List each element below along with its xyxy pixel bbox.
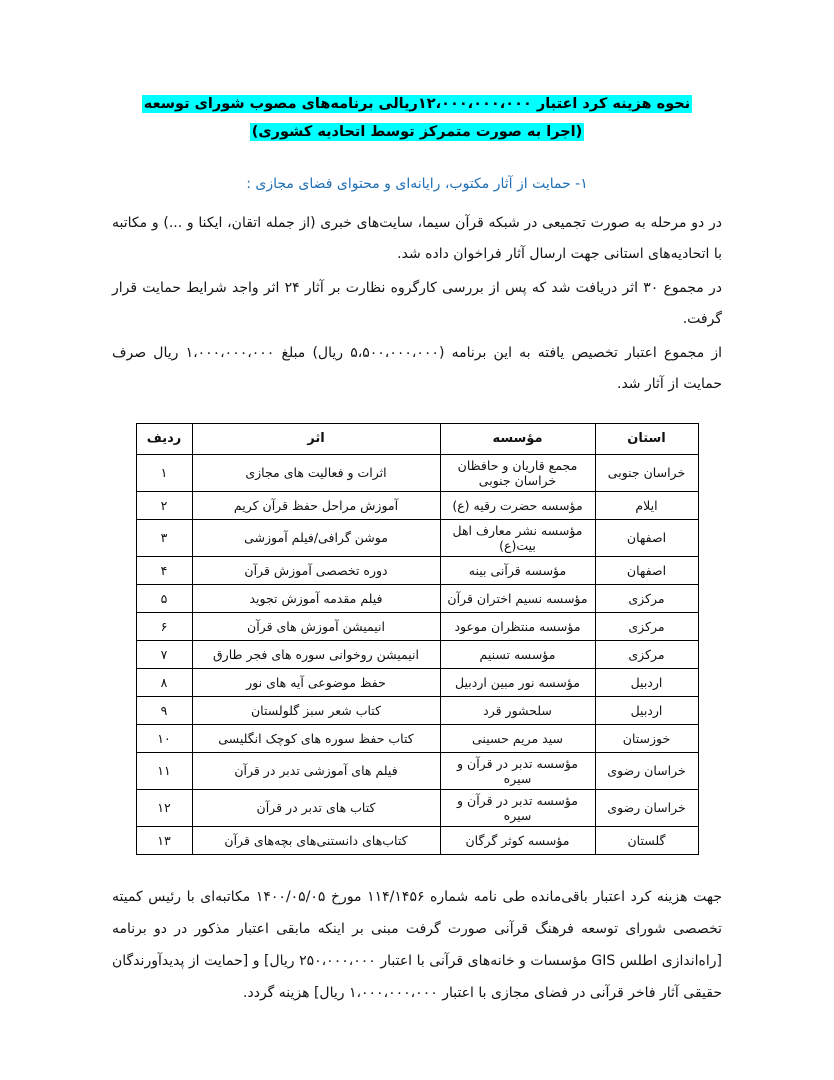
cell-asar: انیمیشن روخوانی سوره های فجر طارق: [192, 640, 440, 668]
cell-moasseseh: سید مریم حسینی: [440, 724, 595, 752]
section-heading: ۱- حمایت از آثار مکتوب، رایانه‌ای و محتوای فضای مجازی :: [246, 175, 588, 192]
section-paragraph-3: از مجموع اعتبار تخصیص یافته به این برنامه (۵،۵۰۰،۰۰۰،۰۰۰ ریال) مبلغ ۱،۰۰۰،۰۰۰،۰۰۰ ریال صرف حمایت از آثار شد.: [112, 344, 723, 393]
document-title-line-1: نحوه هزینه کرد اعتبار ۱۲،۰۰۰،۰۰۰،۰۰۰ریالی برنامه‌های مصوب شورای توسعه: [143, 96, 691, 112]
cell-asar: کتاب های تدبر در قرآن: [192, 789, 440, 826]
cell-radif: ۳: [136, 519, 192, 556]
cell-moasseseh: مؤسسه قرآنی بینه: [440, 556, 595, 584]
table-row: [136, 724, 698, 752]
cell-asar: اثرات و فعالیت های مجازی: [192, 454, 440, 491]
cell-radif: ۸: [136, 668, 192, 696]
cell-ostan: خوزستان: [595, 724, 698, 752]
cell-ostan: مرکزی: [595, 640, 698, 668]
table-row: [136, 454, 698, 491]
cell-ostan: خراسان رضوی: [595, 752, 698, 789]
cell-moasseseh: مؤسسه نسیم اختران قرآن: [440, 584, 595, 612]
document-title: [112, 92, 722, 146]
cell-moasseseh: مؤسسه تدبر در قرآن و سیره: [440, 789, 595, 826]
cell-asar: موشن گرافی/فیلم آموزشی: [192, 519, 440, 556]
cell-asar: کتاب‌های دانستنی‌های بچه‌های قرآن: [192, 826, 440, 854]
table-header-row: [136, 423, 698, 454]
cell-radif: ۴: [136, 556, 192, 584]
cell-asar: حفظ موضوعی آیه های نور: [192, 668, 440, 696]
table-row: [136, 789, 698, 826]
cell-radif: ۲: [136, 491, 192, 519]
cell-ostan: مرکزی: [595, 612, 698, 640]
column-header-asar: اثر: [192, 423, 440, 454]
table-row: [136, 519, 698, 556]
cell-radif: ۱۱: [136, 752, 192, 789]
table-row: [136, 556, 698, 584]
works-table: [136, 423, 699, 855]
cell-ostan: مرکزی: [595, 584, 698, 612]
cell-ostan: خراسان رضوی: [595, 789, 698, 826]
cell-moasseseh: مؤسسه کوثر گرگان: [440, 826, 595, 854]
table-row: [136, 696, 698, 724]
column-header-moasseseh: مؤسسه: [440, 423, 595, 454]
column-header-ostan: استان: [595, 423, 698, 454]
cell-asar: فیلم های آموزشی تدبر در قرآن: [192, 752, 440, 789]
table-row: [136, 752, 698, 789]
cell-radif: ۵: [136, 584, 192, 612]
cell-moasseseh: مؤسسه تسنیم: [440, 640, 595, 668]
cell-radif: ۱: [136, 454, 192, 491]
works-table-container: [112, 423, 722, 855]
cell-radif: ۶: [136, 612, 192, 640]
cell-asar: دوره تخصصی آموزش قرآن: [192, 556, 440, 584]
cell-asar: کتاب شعر سبز گلولستان: [192, 696, 440, 724]
table-row: [136, 584, 698, 612]
table-row: [136, 612, 698, 640]
cell-moasseseh: مؤسسه حضرت رقیه (ع): [440, 491, 595, 519]
cell-radif: ۹: [136, 696, 192, 724]
table-row: [136, 826, 698, 854]
cell-ostan: اصفهان: [595, 519, 698, 556]
cell-moasseseh: مجمع قاریان و حافظان خراسان جنوبی: [440, 454, 595, 491]
cell-ostan: خراسان جنوبی: [595, 454, 698, 491]
cell-ostan: اردبیل: [595, 696, 698, 724]
works-table-body: [136, 454, 698, 854]
cell-moasseseh: سلحشور قرد: [440, 696, 595, 724]
cell-radif: ۱۳: [136, 826, 192, 854]
cell-asar: کتاب حفظ سوره های کوچک انگلیسی: [192, 724, 440, 752]
cell-asar: آموزش مراحل حفظ قرآن کریم: [192, 491, 440, 519]
table-row: [136, 668, 698, 696]
cell-moasseseh: مؤسسه نشر معارف اهل بیت(ع): [440, 519, 595, 556]
section-paragraph-2: در مجموع ۳۰ اثر دریافت شد که پس از بررسی کارگروه نظارت بر آثار ۲۴ اثر واجد شرایط حمایت قرار گرفت.: [112, 279, 722, 328]
table-row: [136, 640, 698, 668]
cell-moasseseh: مؤسسه نور مبین اردبیل: [440, 668, 595, 696]
cell-asar: فیلم مقدمه آموزش تجوید: [192, 584, 440, 612]
footer-paragraph: جهت هزینه کرد اعتبار باقی‌مانده طی نامه شماره ۱۱۴/۱۴۵۶ مورخ ۱۴۰۰/۰۵/۰۵ مکاتبه‌ای با رئیس کمیته تخصصی شورای توسعه فرهنگ قرآنی صورت گرفت مبنی بر اینکه مابقی اعتبار مذکور در دو برنامه [راه‌اندازی اطلس GIS مؤسسات و خانه‌های قرآنی با اعتبار ۲۵۰،۰۰۰،۰۰۰ ریال] و [حمایت از پدیدآورندگان حقیقی آثار فاخر قرآنی در فضای مجازی با اعتبار ۱،۰۰۰،۰۰۰،۰۰۰ ریال] هزینه گردد.: [112, 888, 722, 1002]
cell-ostan: گلستان: [595, 826, 698, 854]
cell-ostan: اصفهان: [595, 556, 698, 584]
cell-asar: انیمیشن آموزش های قرآن: [192, 612, 440, 640]
cell-moasseseh: مؤسسه منتظران موعود: [440, 612, 595, 640]
cell-ostan: اردبیل: [595, 668, 698, 696]
cell-moasseseh: مؤسسه تدبر در قرآن و سیره: [440, 752, 595, 789]
cell-radif: ۱۲: [136, 789, 192, 826]
cell-ostan: ایلام: [595, 491, 698, 519]
cell-radif: ۱۰: [136, 724, 192, 752]
section-paragraph-1: در دو مرحله به صورت تجمیعی در شبکه قرآن سیما، سایت‌های خبری (از جمله اتقان، ایکنا و ...) و مکاتبه با اتحادیه‌های استانی جهت ارسال آثار فراخوان داده شد.: [112, 214, 722, 263]
cell-radif: ۷: [136, 640, 192, 668]
document-title-line-2: (اجرا به صورت متمرکز توسط اتحادیه کشوری): [251, 124, 583, 141]
table-row: [136, 491, 698, 519]
column-header-radif: ردیف: [136, 423, 192, 454]
